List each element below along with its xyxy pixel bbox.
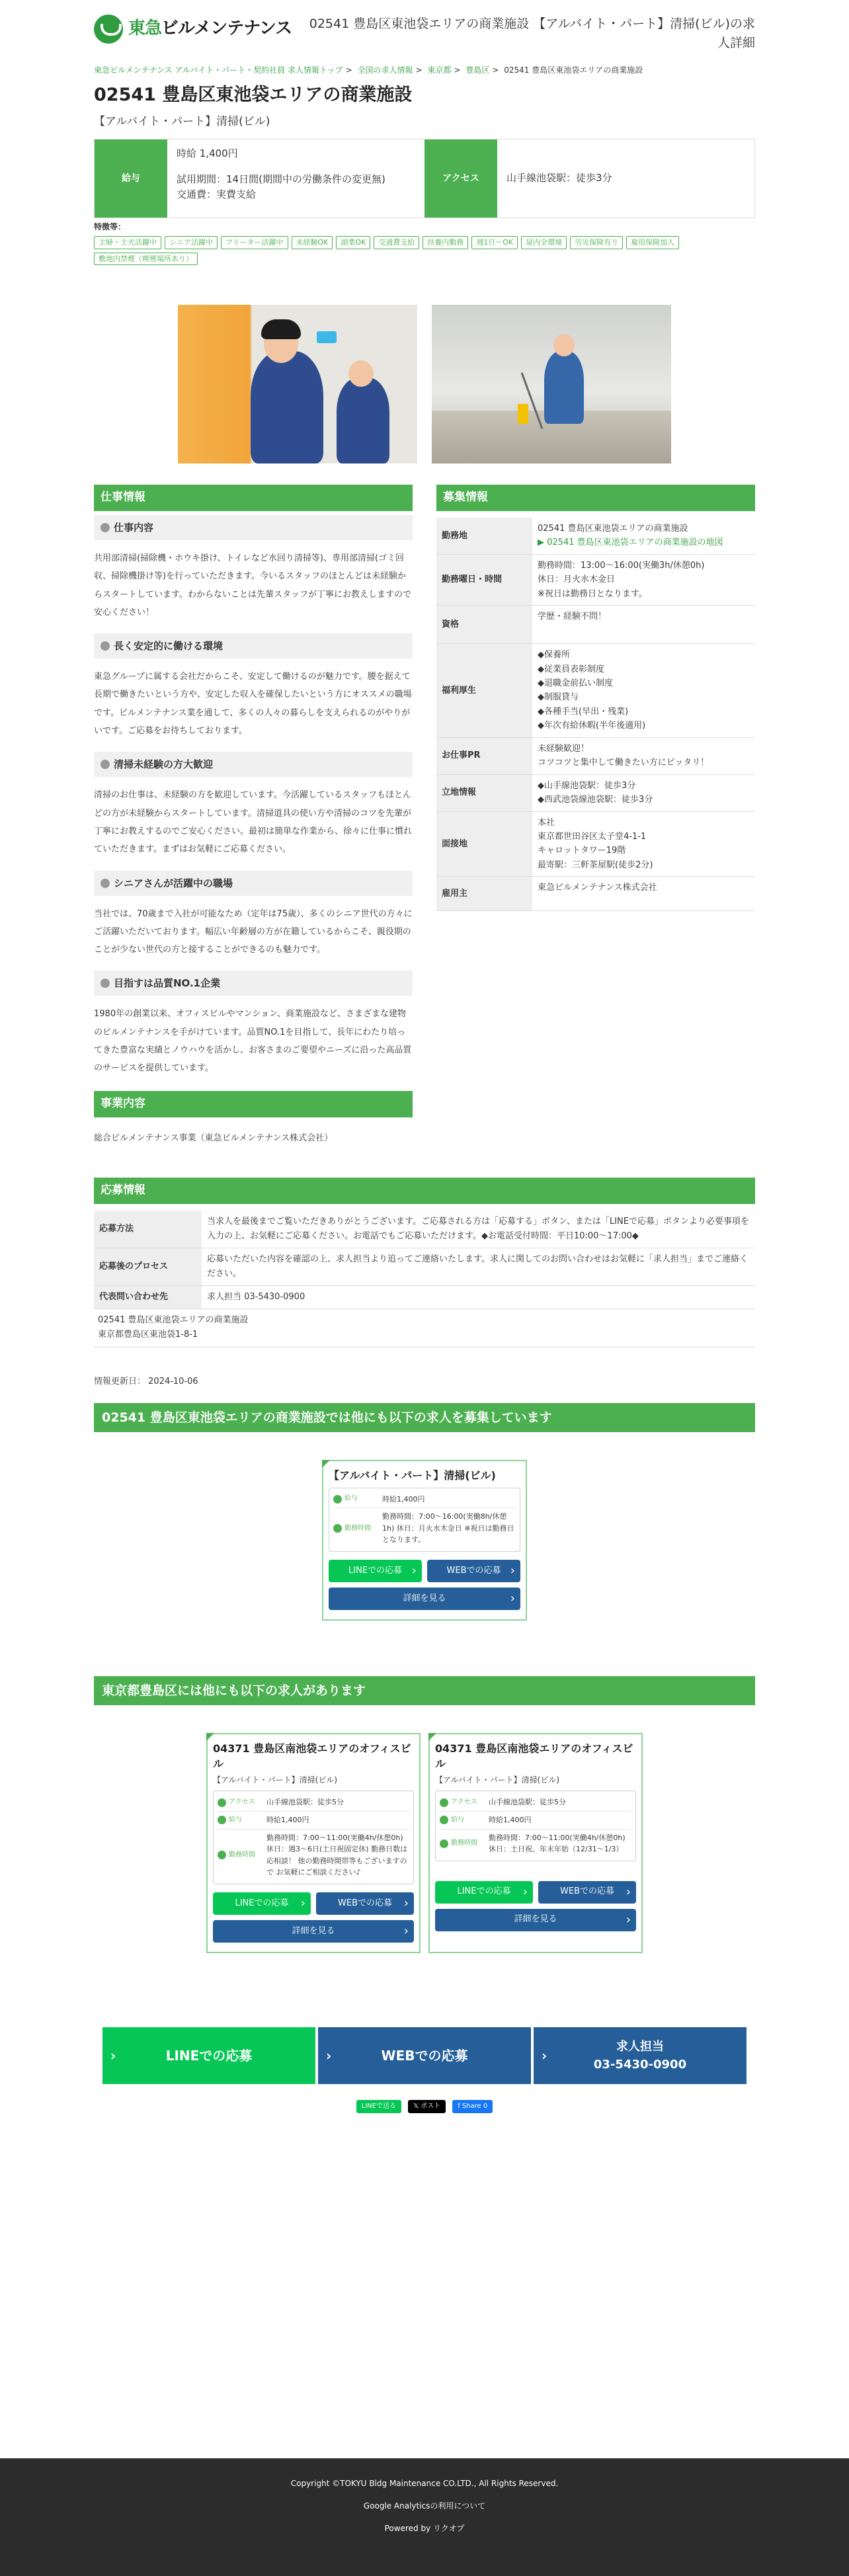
line-apply-button[interactable]: LINEでの応募 › [213,1892,311,1915]
access-value: 山手線池袋駅：徒歩3分 [506,172,612,184]
recruit-table [436,518,755,911]
card-buttons [435,1881,636,1904]
clock-icon [333,1524,342,1533]
business-heading: 事業内容 [94,1091,413,1117]
bullet-icon [101,523,110,532]
detail-button[interactable]: 詳細を見る › [213,1920,414,1943]
apply-info-heading: 応募情報 [94,1178,755,1204]
job-section-text: 1980年の創業以来、オフィスビルやマンション、商業施設など、さまざまな建物のビルメンテナンスを手がけています。品質NO.1を目指して、長年にわたり培ってきた豊富な実績とノウハウを活かし、お客さまのご要望やニーズに沿った高品質のサービスを提供しています。 [94,1009,412,1074]
salary-value [167,140,425,218]
row-value: 02541 豊島区東池袋エリアの商業施設 ▶ 02541 豊島区東池袋エリアの商業施設の地図 [532,518,755,554]
bottom-phone-button[interactable] [534,2027,747,2084]
job-section-heading: 目指すは品質NO.1企業 [94,971,413,996]
page-title: 02541 豊島区東池袋エリアの商業施設 [94,85,413,105]
row-value: 学歴・経験不問！ [532,606,755,644]
card-buttons [213,1892,414,1915]
x-post-button[interactable]: 𝕏 ポスト [408,2100,446,2113]
phone-number: 03-5430-0900 [593,2058,687,2072]
table-row [94,1286,755,1309]
card-subtitle: 【アルバイト・パート】清掃(ビル) [213,1775,338,1785]
job-info [94,485,413,1155]
share-buttons [94,2100,755,2113]
tag: 屋内全環境 [521,236,567,249]
row-label: 勤務曜日・時間 [436,554,532,605]
row-value: 未経験歓迎！ コツコツと集中して働きたい方にピッタリ！ [532,737,755,774]
bullet-icon [101,760,110,769]
job-section-heading: 長く安定的に働ける環境 [94,633,413,659]
yen-icon [333,1495,342,1504]
bullet-icon [101,879,110,888]
row-label: 資格 [436,606,532,644]
job-section-text: 共用部清掃(掃除機・ホウキ掛け、トイレなど水回り清掃等)、専用部清掃(ゴミ回収、掃除機掛け等)を行っていただきます。今いるスタッフのほとんどは未経験からスタートしています。わからないことは先輩スタッフが丁寧にお教えしますので安心ください！ [94,553,411,618]
facebook-icon: f [458,2103,462,2111]
main-columns [94,485,755,1155]
job-section-heading: 清掃未経験の方大歓迎 [94,752,413,777]
tag: 週1日〜OK [471,236,518,249]
job-section-text: 清掃のお仕事は、未経験の方を歓迎しています。今活躍しているスタッフもほとんどの方が未経験からスタートしています。清掃道具の使い方や清掃のコツを先輩が丁寧にお教えするのでご安心ください。最初は簡単な作業から、徐々に仕事に慣れていただきます。まずはお気軽にご応募ください。 [94,790,413,855]
salary-transport: 交通費：実費支給 [177,188,257,201]
tag: 交通費支給 [374,236,419,249]
table-row [436,644,755,738]
breadcrumb-national[interactable]: 全国の求人情報 [357,65,413,75]
table-row [436,606,755,644]
web-apply-button[interactable]: WEBでの応募 › [427,1560,520,1582]
photo-cleaning-window [178,305,417,463]
table-row [436,877,755,911]
line-apply-button[interactable]: LINEでの応募 › [329,1560,422,1582]
card-title[interactable]: 04371 豊島区南池袋エリアのオフィスビル [213,1742,411,1771]
job-section-heading: 仕事内容 [94,515,413,540]
card-details [213,1791,414,1884]
logo-text: 東急ビルメンテナンス [128,19,292,39]
row-value: ◆保養所 ◆従業員表彰制度 ◆退職金前払い制度 ◆制服貸与 ◆各種手当(早出・残業) ◆年次有給休暇(半年後適用) [532,644,755,738]
row-label: 雇用主 [436,877,532,911]
card-details [435,1791,636,1861]
salary-hourly: 時給 1,400円 [177,147,238,159]
card-row-access: アクセス 山手線池袋駅：徒歩5分 [218,1794,409,1812]
recruit-info [436,485,755,1155]
row-label: 代表問い合わせ先 [94,1286,202,1309]
card-row-salary: 給与 時給1,400円 [440,1812,631,1830]
card-row-access: アクセス 山手線池袋駅：徒歩5分 [440,1794,631,1812]
logo[interactable] [94,15,292,44]
breadcrumb: 東急ビルメンテナンス アルバイト・パート・契約社員 求人情報トップ > 全国の求人情報 > 東京都 > 豊島区 > 02541 豊島区東池袋エリアの商業施設 [94,65,643,75]
train-icon [218,1798,226,1807]
bullet-icon [101,641,110,651]
row-label: 応募後のプロセス [94,1248,202,1286]
breadcrumb-current: 02541 豊島区東池袋エリアの商業施設 [504,65,643,75]
card-buttons [329,1560,520,1582]
business-text: 総合ビルメンテナンス事業（東急ビルメンテナンス株式会社） [94,1133,333,1143]
facility-address [94,1309,755,1347]
tag: 敷地内禁煙（喫煙場所あり） [94,253,198,265]
table-row [94,1211,755,1248]
card-title[interactable]: 【アルバイト・パート】清掃(ビル) [329,1469,496,1482]
other-area-jobs [94,1733,755,1953]
facility-name: 02541 豊島区東池袋エリアの商業施設 [98,1315,249,1326]
row-label: 福利厚生 [436,644,532,738]
detail-button[interactable]: 詳細を見る › [329,1588,520,1610]
job-info-heading: 仕事情報 [94,485,413,511]
bottom-apply-bar [94,2027,755,2084]
job-section-text: 当社では、70歳まで入社が可能なため（定年は75歳）、多くのシニア世代の方々にご活躍いただいております。幅広い年齢層の方が在籍しているからこそ、親役期のことが少ない世代の方と接することができるのも魅力です。 [94,908,413,955]
copyright: Copyright ©TOKYU Bldg Maintenance CO.LTD., All Rights Reserved. [290,2479,559,2488]
row-value: 当求人を最後までご覧いただきありがとうございます。ご応募される方は「応募する」ボタン、または「LINEで応募」ボタンより必要事項を入力の上、お気軽にご応募ください。お電話でもご応募いただけます。◆お電話受付時間：平日10:00〜17:00◆ [202,1211,755,1248]
job-subtitle: 【アルバイト・パート】清掃(ビル) [94,114,270,128]
tag: シニア活躍中 [165,236,218,249]
card-title[interactable]: 04371 豊島区南池袋エリアのオフィスビル [435,1742,633,1771]
summary-table [94,139,755,218]
breadcrumb-tokyo[interactable]: 東京都 [427,65,452,75]
card-row-hours: 勤務時間 勤務時間：7:00〜11:00(実働4h/休憩0h) 休日：土日祝、年末年始（12/31〜1/3） [440,1830,631,1858]
updated-date: 情報更新日： 2024-10-06 [94,1376,198,1387]
footer [0,2458,849,2576]
table-row [436,811,755,877]
clock-icon [440,1839,448,1848]
line-share-button[interactable]: LINEで送る [356,2100,401,2113]
breadcrumb-toshima[interactable]: 豊島区 [465,65,490,75]
x-icon: 𝕏 [413,2103,421,2111]
photo-gallery [94,305,755,463]
logo-icon [94,15,123,44]
row-value: ◆山手線池袋駅：徒歩3分 ◆西武池袋線池袋駅：徒歩3分 [532,774,755,811]
tag: 扶養内勤務 [423,236,468,249]
other-area-banner: 東京都豊島区には他にも以下の求人があります [94,1676,755,1705]
salary-label: 給与 [95,140,167,218]
facebook-share-button[interactable]: f Share 0 [452,2100,493,2113]
bottom-line-apply-button[interactable]: › LINEでの応募 [102,2027,315,2084]
yen-icon [440,1816,448,1824]
job-card [206,1733,421,1953]
row-label: 立地情報 [436,774,532,811]
table-row [436,518,755,554]
header-title: 02541 豊島区東池袋エリアの商業施設 【アルバイト・パート】清掃(ビル)の求人詳細 [309,17,755,50]
other-facility-banner: 02541 豊島区東池袋エリアの商業施設では他にも以下の求人を募集しています [94,1403,755,1432]
job-section-heading: シニアさんが活躍中の職場 [94,871,413,896]
card-row-hours: 勤務時間 勤務時間：7:00〜16:00(実働8h/休憩1h) 休日：月火水木金日 ※祝日は勤務日となります。 [333,1508,516,1549]
powered-by: Powered by リクオプ [384,2524,465,2533]
salary-trial: 試用期間：14日間(期間中の労働条件の変更無) [177,173,385,186]
card-row-salary: 給与 時給1,400円 [333,1491,516,1509]
access-label: アクセス [425,140,497,218]
apply-table [94,1211,755,1309]
facility-street: 東京都豊島区東池袋1-8-1 [98,1330,198,1340]
tag: 雇用保険加入 [626,236,679,249]
table-row [94,1248,755,1286]
row-label: 応募方法 [94,1211,202,1248]
job-card [428,1733,643,1953]
card-details [329,1488,520,1552]
tag: フリーター活躍中 [221,236,288,249]
row-label: 面接地 [436,811,532,877]
page [94,0,755,2113]
features-label: 特徴等： [94,221,126,231]
analytics-link[interactable]: Google Analyticsの利用について [363,2501,486,2511]
line-apply-button[interactable]: LINEでの応募 › [435,1881,533,1904]
clock-icon [218,1851,226,1859]
row-label: お仕事PR [436,737,532,774]
tag: 労災保険有り [570,236,623,249]
row-label: 勤務地 [436,518,532,554]
card-row-hours: 勤務時間 勤務時間：7:00〜11:00(実働4h/休憩0h) 休日：週3〜6日(土日祝固定休) 勤務日数は応相談！ 他の勤務時間帯等もございますので お気軽にご相談ください♪ [218,1830,409,1881]
phone-label: › 求人担当 [616,2040,664,2054]
row-value: 勤務時間：13:00〜16:00(実働3h/休憩0h) 休日：月火水木金日 ※祝日は勤務日となります。 [532,554,755,605]
tag: 未経験OK [292,236,333,249]
table-row [436,774,755,811]
yen-icon [218,1816,226,1824]
header [94,0,755,63]
photo-cleaning-floor [432,305,671,463]
card-subtitle: 【アルバイト・パート】清掃(ビル) [435,1775,560,1785]
web-apply-button[interactable]: WEBでの応募 › [316,1892,414,1915]
tag: 副業OK [336,236,370,249]
row-value: 東急ビルメンテナンス株式会社 [532,877,755,911]
table-row [436,554,755,605]
job-section-text: 東急グループに属する会社だからこそ、安定して働けるのが魅力です。腰を据えて長期で働きたいという方や、安定した収入を確保したいという方にオススメの職場です。ビルメンテナンス業を通して、多くの人々の暮らしを支えられるのがやりがいです。ご応募をお待ちしております。 [94,672,412,737]
recruit-info-heading: 募集情報 [436,485,755,511]
bottom-web-apply-button[interactable]: › WEBでの応募 [318,2027,531,2084]
map-link[interactable]: ▶ 02541 豊島区東池袋エリアの商業施設の地図 [538,538,723,548]
table-row [436,737,755,774]
apply-info [94,1178,755,1348]
tag: 主婦・主夫活躍中 [94,236,161,249]
job-card [322,1460,527,1621]
train-icon [440,1798,448,1807]
feature-tags [94,236,755,265]
bullet-icon [101,979,110,988]
row-value: 本社 東京都世田谷区太子堂4-1-1 キャロットタワー19階 最寄駅：三軒茶屋駅(徒歩2分) [532,811,755,877]
web-apply-button[interactable]: WEBでの応募 › [538,1881,636,1904]
row-value: 応募いただいた内容を確認の上、求人担当より追ってご連絡いたします。求人に関してのお問い合わせはお気軽に「求人担当」までご連絡ください。 [202,1248,755,1286]
detail-button[interactable]: 詳細を見る › [435,1909,636,1931]
card-row-salary: 給与 時給1,400円 [218,1812,409,1830]
breadcrumb-top[interactable]: 東急ビルメンテナンス アルバイト・パート・契約社員 求人情報トップ [94,65,343,75]
row-value: 求人担当 03-5430-0900 [202,1286,755,1309]
other-facility-jobs [94,1460,755,1621]
